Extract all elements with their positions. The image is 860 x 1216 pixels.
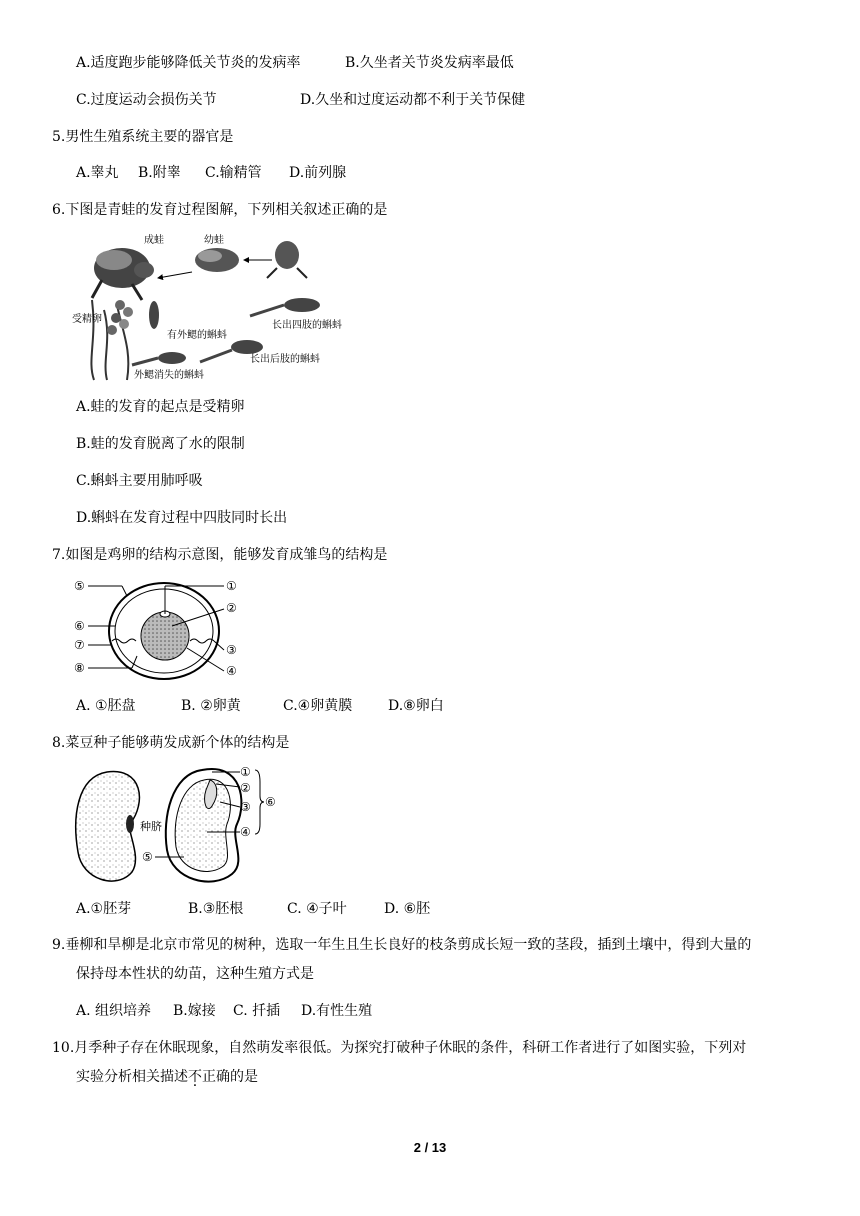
tadpole-external-gills-illustration [149,301,159,329]
q6-option-a: A.蛙的发育的起点是受精卵 [76,399,245,415]
q4-option-c: C.过度运动会损伤关节 [76,92,217,108]
bean-label-5: ⑤ [142,850,153,864]
bean-label-6: ⑥ [265,795,276,809]
egg-label-8: ⑧ [74,661,85,675]
tadpole-gills-gone-illustration [132,352,186,365]
adult-frog-illustration [92,248,154,300]
egg-label-7: ⑦ [74,638,85,652]
egg-label-5: ⑤ [74,579,85,593]
q8-option-c: C. ④子叶 [287,901,347,917]
hilum-mark [126,815,134,833]
q8-stem: 8.菜豆种子能够萌发成新个体的结构是 [52,735,290,751]
q6-option-c: C.蝌蚪主要用肺呼吸 [76,473,203,489]
q9-option-d: D.有性生殖 [301,1003,373,1019]
q10-stem-line2-pre: 实验分析相关描述 [76,1069,188,1085]
egg-label-1: ① [226,579,237,593]
label-fertilized-egg: 受精卵 [72,314,102,325]
bean-label-1: ① [240,765,251,779]
q6-option-b: B.蛙的发育脱离了水的限制 [76,436,245,452]
label-tadpole-hind-limbs: 长出后肢的蝌蚪 [250,354,320,365]
label-hilum: 种脐 [140,820,162,833]
q7-option-b: B. ②卵黄 [181,698,241,714]
q5-option-a: A.睾丸 [76,165,119,181]
frog-development-figure [72,230,362,385]
chicken-egg-diagram [72,576,252,686]
q4-option-d: D.久坐和过度运动都不利于关节保健 [300,92,526,108]
q10-stem-line2 [76,1068,258,1086]
egg-cluster-illustration [107,300,133,335]
tadpole-four-limbs-illustration [250,298,320,316]
q7-stem: 7.如图是鸡卵的结构示意图，能够发育成雏鸟的结构是 [52,547,388,563]
bean-label-4: ④ [240,825,251,839]
q9-stem-line2: 保持母本性状的幼苗，这种生殖方式是 [76,966,314,982]
q7-option-a: A. ①胚盘 [76,698,136,714]
q4-option-a: A.适度跑步能够降低关节炎的发病率 [76,55,301,71]
label-tadpole-four-limbs: 长出四肢的蝌蚪 [272,320,342,331]
young-frog-illustration [195,248,239,272]
q5-option-c: C.输精管 [205,165,262,181]
page-number: 2 / 13 [413,1140,447,1155]
q5-option-b: B.附睾 [138,165,181,181]
egg-label-4: ④ [226,664,237,678]
q10-emphasis-not: 不 [188,1069,202,1085]
egg-label-3: ③ [226,643,237,657]
egg-label-2: ② [226,601,237,615]
whole-bean-shape [76,772,140,882]
q10-stem-line2-post: 正确的是 [202,1069,258,1085]
q4-option-b: B.久坐者关节炎发病率最低 [345,55,514,71]
label-tadpole-external-gills: 有外鳃的蝌蚪 [167,330,227,341]
q9-option-a: A. 组织培养 [76,1003,152,1019]
bean-seed-diagram [72,762,282,890]
q9-stem-line1: 9.垂柳和旱柳是北京市常见的树种，选取一年生且生长良好的枝条剪成长短一致的茎段，插到土壤中，得到大量的 [52,937,752,953]
egg-label-6: ⑥ [74,619,85,633]
label-young-frog: 幼蛙 [204,235,224,246]
q9-option-b: B.嫁接 [173,1003,216,1019]
q9-option-c: C. 扦插 [233,1003,281,1019]
embryo-bracket [255,770,264,834]
froglet-illustration [267,241,307,278]
bean-label-2: ② [240,781,251,795]
q7-option-d: D.⑧卵白 [388,698,444,714]
q6-stem: 6.下图是青蛙的发育过程图解，下列相关叙述正确的是 [52,202,388,218]
label-adult-frog: 成蛙 [144,235,164,246]
q5-option-d: D.前列腺 [289,165,347,181]
q8-option-b: B.③胚根 [188,901,244,917]
bean-label-3: ③ [240,800,251,814]
q8-option-d: D. ⑥胚 [384,901,431,917]
q6-option-d: D.蝌蚪在发育过程中四肢同时长出 [76,510,288,526]
label-tadpole-gills-gone: 外鳃消失的蝌蚪 [134,370,204,381]
q8-option-a: A.①胚芽 [76,901,132,917]
q7-option-c: C.④卵黄膜 [283,698,353,714]
q5-stem: 5.男性生殖系统主要的器官是 [52,129,234,145]
q10-stem-line1: 10.月季种子存在休眠现象，自然萌发率很低。为探究打破种子休眠的条件，科研工作者进行了如图实验，下列对 [52,1040,747,1056]
